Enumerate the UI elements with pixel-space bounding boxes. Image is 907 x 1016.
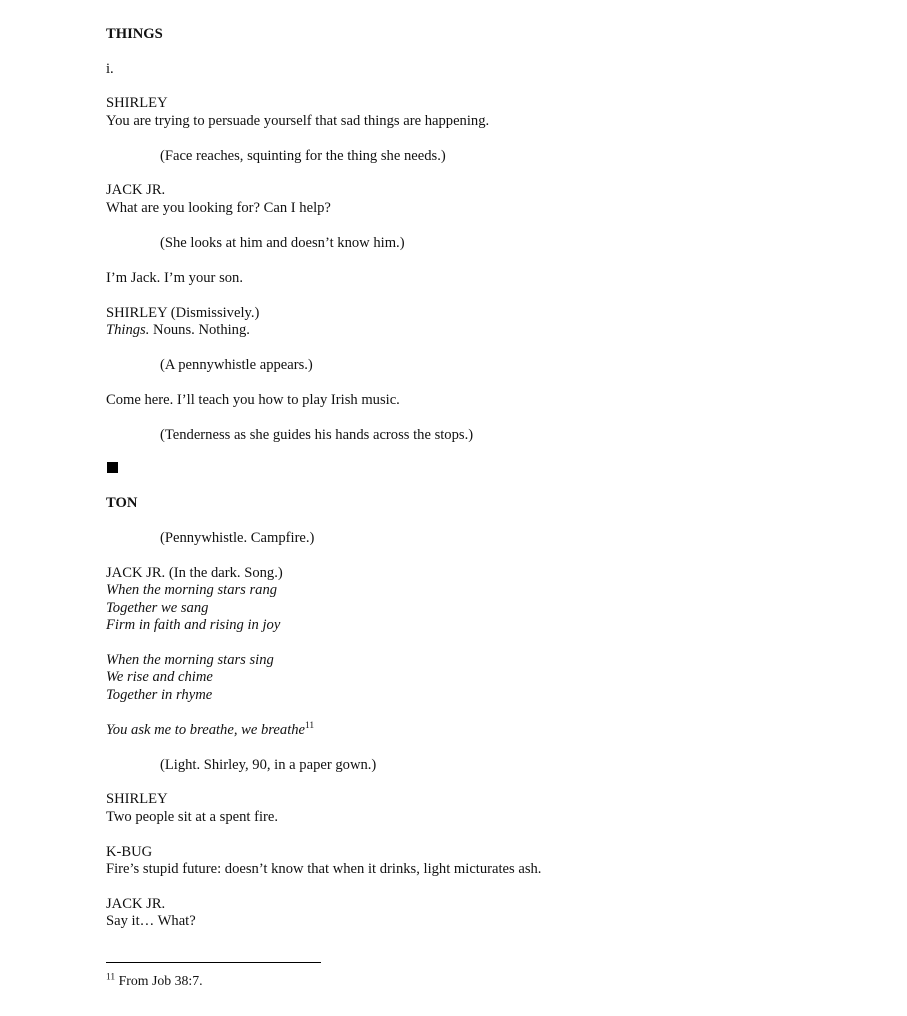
italic-emphasis: Things. (106, 322, 150, 338)
dialogue-line: Come here. I’ll teach you how to play Irish music. (106, 392, 400, 408)
dialogue-line: Fire’s stupid future: doesn’t know that when it drinks, light micturates ash. (106, 861, 542, 877)
stage-direction: (Pennywhistle. Campfire.) (160, 530, 315, 546)
stage-direction: (A pennywhistle appears.) (160, 357, 313, 373)
footnote-separator (106, 962, 321, 963)
footnote (106, 972, 203, 990)
speaker-shirley: SHIRLEY (106, 95, 168, 111)
footnote-reference[interactable]: 11 (305, 721, 315, 732)
scene-number: i. (106, 61, 114, 77)
section-title-ton: TON (106, 495, 138, 511)
stage-direction: (Light. Shirley, 90, in a paper gown.) (160, 757, 377, 773)
speaker-k-bug: K-BUG (106, 844, 153, 860)
song-line: When the morning stars sing (106, 652, 274, 668)
dialogue-line: You are trying to persuade yourself that sad things are happening. (106, 113, 490, 129)
stage-direction: (Face reaches, squinting for the thing she needs.) (160, 148, 446, 164)
dialogue-line: Two people sit at a spent fire. (106, 809, 279, 825)
dialogue-line: Say it… What? (106, 913, 196, 929)
section-title-things: THINGS (106, 26, 163, 42)
song-line: Firm in faith and rising in joy (106, 617, 281, 633)
footnote-text: From Job 38:7. (115, 973, 203, 988)
stage-direction: (Tenderness as she guides his hands across the stops.) (160, 427, 474, 443)
song-line: Together we sang (106, 600, 209, 616)
song-line: When the morning stars rang (106, 582, 278, 598)
speaker-shirley: SHIRLEY (106, 791, 168, 807)
speaker-jack-jr: JACK JR. (106, 182, 166, 198)
section-break-marker (107, 462, 118, 473)
song-line: We rise and chime (106, 669, 213, 685)
song-text: You ask me to breathe, we breathe (106, 722, 306, 738)
speaker-shirley-dismissively: SHIRLEY (Dismissively.) (106, 305, 260, 321)
stage-direction: (She looks at him and doesn’t know him.) (160, 235, 405, 251)
dialogue-line: What are you looking for? Can I help? (106, 200, 331, 216)
footnote-number: 11 (106, 972, 116, 983)
speaker-jack-jr: JACK JR. (106, 896, 166, 912)
song-line: Together in rhyme (106, 687, 213, 703)
dialogue-line (106, 322, 250, 340)
speaker-jack-jr-song: JACK JR. (In the dark. Song.) (106, 565, 283, 581)
dialogue-text: Nouns. Nothing. (149, 322, 250, 338)
song-line (106, 722, 314, 740)
dialogue-line: I’m Jack. I’m your son. (106, 270, 243, 286)
